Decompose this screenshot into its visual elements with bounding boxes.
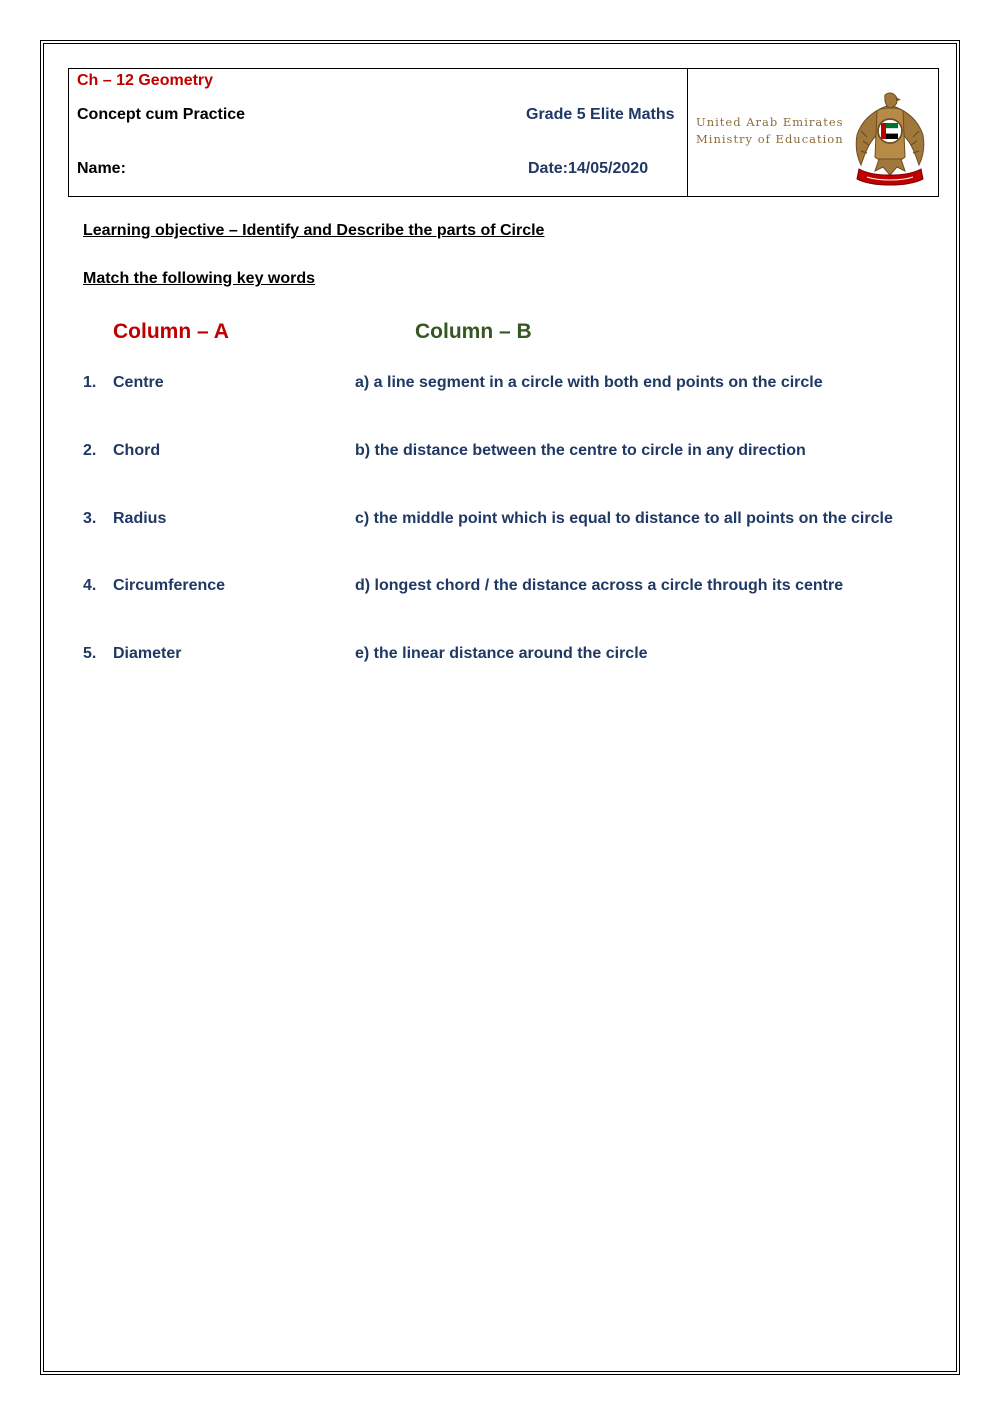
row-number: 5.: [83, 645, 97, 662]
page-border: [40, 40, 960, 1375]
row-number: 4.: [83, 577, 97, 594]
date-label: Date:14/05/2020: [528, 160, 649, 177]
definition: d) longest chord / the distance across a circle through its centre: [355, 577, 844, 594]
org-name-line1: United Arab Emirates: [696, 115, 844, 129]
row-number: 3.: [83, 510, 97, 527]
match-row: [0, 510, 1000, 534]
term: Chord: [113, 442, 161, 459]
match-row: [0, 577, 1000, 601]
definition: e) the linear distance around the circle: [355, 645, 648, 662]
term: Circumference: [113, 577, 226, 594]
org-name-line2: Ministry of Education: [696, 132, 844, 146]
row-number: 1.: [83, 374, 97, 391]
column-a-header: Column – A: [113, 320, 229, 343]
term: Centre: [113, 374, 164, 391]
match-row: [0, 374, 1000, 398]
learning-objective: Learning objective – Identify and Describe the parts of Circle: [83, 222, 545, 239]
worksheet-subtitle: Concept cum Practice: [77, 106, 246, 123]
term: Diameter: [113, 645, 182, 662]
match-instruction: Match the following key words: [83, 270, 316, 287]
definition: c) the middle point which is equal to distance to all points on the circle: [355, 510, 893, 527]
header-info: [69, 69, 688, 196]
ministry-logo-area: [688, 69, 938, 196]
match-row: [0, 442, 1000, 466]
grade-label: Grade 5 Elite Maths: [526, 106, 675, 123]
row-number: 2.: [83, 442, 97, 459]
chapter-title: Ch – 12 Geometry: [77, 72, 214, 89]
name-label: Name:: [77, 160, 126, 177]
definition: b) the distance between the centre to circle in any direction: [355, 442, 806, 459]
header-box: [68, 68, 939, 197]
falcon-emblem-icon: [853, 91, 927, 186]
definition: a) a line segment in a circle with both end points on the circle: [355, 374, 823, 391]
column-b-header: Column – B: [415, 320, 532, 343]
term: Radius: [113, 510, 167, 527]
match-row: [0, 645, 1000, 669]
